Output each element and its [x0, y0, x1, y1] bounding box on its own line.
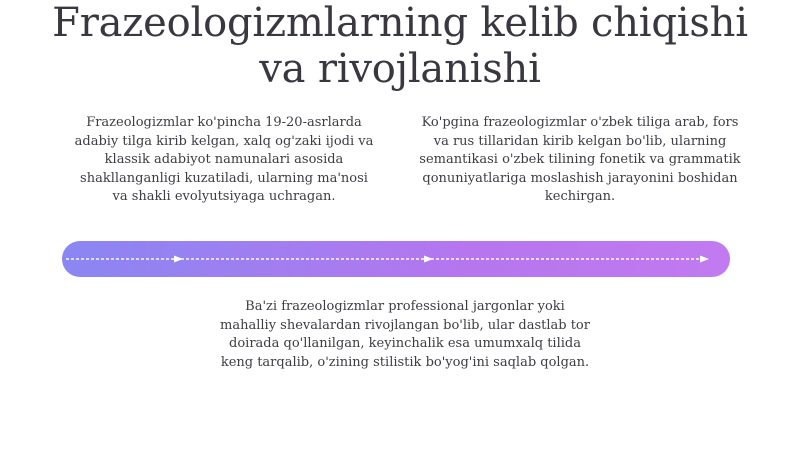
jargon-paragraph: Ba'zi frazeologizmlar professional jargonlar yoki mahalliy shevalardan rivojlangan bo'lib, ular dastlab tor doirada qo'llanilgan, keyinchalik esa umumxalq tilida keng tarqalib, o'zining stilistik bo'yog'ini saqlab qolgan. — [220, 299, 590, 370]
origin-paragraph: Frazeologizmlar ko'pincha 19-20-asrlarda adabiy tilga kirib kelgan, xalq og'zaki ijodi va klassik adabiyot namunalari asosida shakllanganligi kuzatiladi, ularning ma'nosi va shakli evolyutsiyaga uchragan. — [74, 115, 374, 204]
borrowing-paragraph: Ko'pgina frazeologizmlar o'zbek tiliga arab, fors va rus tillaridan kirib kelgan bo'lib, ularning semantikasi o'zbek tilining fonetik va grammatik qonuniyatlariga moslashish jarayonini boshidan kechirgan. — [419, 115, 741, 204]
timeline-bar — [62, 241, 730, 277]
timeline-arrows — [62, 241, 730, 277]
page-title — [0, 0, 800, 92]
arrow-icon — [700, 256, 709, 263]
page-title-line-1: Frazeologizmlarning kelib chiqishi — [52, 0, 748, 46]
arrow-icon — [174, 256, 183, 263]
arrow-icon — [424, 256, 433, 263]
page-title-line-2: va rivojlanishi — [259, 46, 541, 92]
